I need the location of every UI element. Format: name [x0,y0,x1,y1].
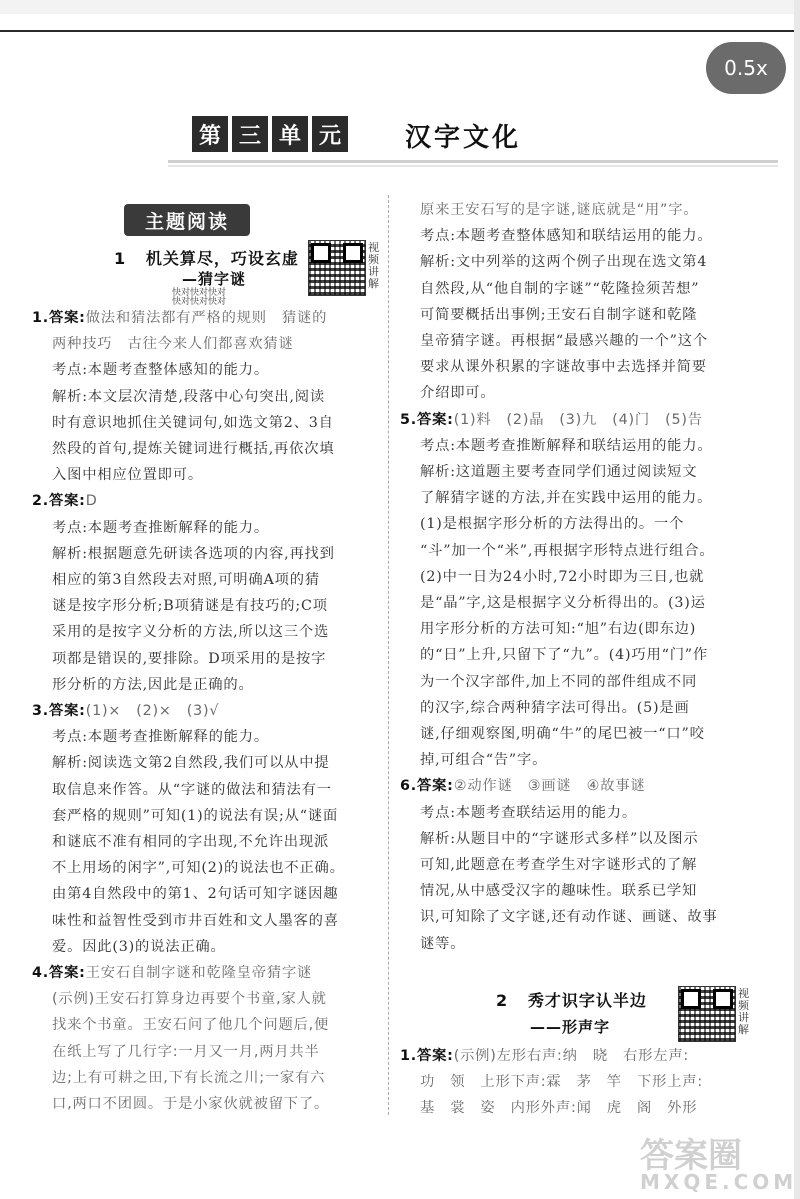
text-line [420,1098,697,1118]
text-line [420,1072,703,1092]
lesson1-title [114,246,299,269]
explanation-text: 不上用场的闲字”,可知(2)的说法也不正确。 [52,860,345,877]
header-divider-2 [168,165,778,167]
text-line [52,884,338,904]
explanation-text: 谜等。 [420,935,466,952]
watermark-logo: 答案圈 [640,1136,742,1176]
answer-label: 答案: [48,703,86,719]
header-divider [168,160,778,163]
explanation-text: 然段的首句,提炼关键词进行概括,再依次填 [52,441,335,457]
top-rule [0,30,800,32]
question-number: 1. [32,310,49,326]
question-number: 4. [32,965,49,981]
text-line [52,387,325,407]
explanation-text: (2)中一日为24小时,72小时即为三日,也就 [420,568,705,585]
explanation-text: 解析:这道题主要考查同学们通过阅读短文 [420,464,698,480]
explanation-text: 考点:本题考查整体感知和联结运用的能力。 [420,228,713,245]
answer-text: 口,两口不团圆。于是小家伙就被留下了。 [52,1096,330,1112]
text-line [52,518,269,538]
watermark-url: MXQE.COM [640,1170,798,1194]
explanation-text: 的“日”上升,只留下了“九”。(4)巧用“门”作 [420,647,709,664]
unit-badge-char: 第 [192,116,228,152]
explanation-text: 时有意识地抓住关键词句,如选文第2、3自 [52,414,334,431]
question-answer-line [32,701,219,721]
answer-text: (1)料 (2)晶 (3)九 (4)门 (5)告 [453,411,703,428]
text-line [52,649,326,669]
explanation-text: 考点:本题考查整体感知的能力。 [52,362,269,379]
explanation-text: 解析:根据题意先研读各选项的内容,再找到 [52,545,335,562]
unit-badge-char: 三 [232,116,268,152]
text-line [52,806,338,826]
answer-label: 答案: [416,1048,454,1064]
text-line [420,357,707,377]
lesson2-title [496,988,647,1011]
text-line [420,593,706,613]
text-line [420,750,547,770]
text-line [420,305,697,325]
explanation-text: 套严格的规则”可知(1)的说法有误;从“谜面 [52,807,339,824]
text-line [420,279,699,299]
explanation-text: 用字形分析的方法可知:“旭”右边(即东边) [420,621,697,638]
answer-label: 答案: [48,493,86,510]
text-line [420,855,697,875]
unit-title: 汉字文化 [405,123,522,153]
text-line [52,675,254,695]
explanation-text: 考点:本题考查推断解释和联结运用的能力。 [420,437,713,454]
text-line [420,488,712,508]
text-line [52,780,332,800]
explanation-text: 和谜底不准有相同的字出现,不允许出现派 [52,834,330,850]
text-line [52,1042,320,1062]
lesson2-title-text: 秀才识字认半边 [527,991,647,1010]
text-line [52,1094,329,1114]
text-line [52,989,327,1009]
answer-text: 找来个书童。王安石问了他几个问题后,便 [52,1017,330,1034]
text-line [420,226,712,246]
answer-label: 答案: [48,310,86,326]
answer-text: 边;上有可耕之田,下有长流之川;一家有六 [52,1069,326,1086]
explanation-text: (1)是根据字形分析的方法得出的。一个 [420,516,685,533]
question-answer-line [32,308,327,328]
explanation-text: 入图中相应位置即可。 [52,467,203,484]
explanation-text: 了解猜字谜的方法,并在实践中运用的能力。 [420,490,713,507]
explanation-text: 的汉字,综合两种猜字法可得出。(5)是画 [420,699,690,716]
answer-label: 答案: [48,965,86,981]
answer-text: 原来王安石写的是字谜,谜底就是“用”字。 [420,202,699,218]
unit-badge-char: 单 [272,116,308,152]
text-line [420,436,712,456]
explanation-text: 可知,此题意在考查学生对字谜形式的了解 [420,857,698,873]
explanation-text: 谜,仔细观察图,明确“牛”的尾巴被一“口”咬 [420,726,705,742]
lesson1-tagline-2: 快对快对快对 [172,297,227,307]
explanation-text: 由第4自然段中的第1、2句话可知字谜因趣 [52,886,339,903]
text-line [420,698,690,718]
explanation-text: 谜是按字形分析;B项猜谜是有技巧的;C项 [52,598,328,615]
answer-text: (示例)左形右声:纳 晓 右形左声: [453,1048,690,1064]
text-line [420,331,708,351]
lesson2-qr-label: 视频讲解 [738,987,749,1036]
text-line [420,645,708,665]
answer-text: 功 领 上形下声:霖 茅 竿 下形上声: [420,1074,703,1091]
explanation-text: 解析:从题目中的“字谜形式多样”以及图示 [420,830,699,847]
answer-text: ②动作谜 ③画谜 ④故事谜 [453,778,646,795]
text-line [52,911,339,931]
explanation-text: 掉,可组合“告”字。 [420,752,548,769]
answer-text: D [85,493,98,510]
text-line [420,881,697,901]
unit-badge-char: 元 [312,116,348,152]
explanation-text: 解析:阅读选文第2自然段,我们可以从中提 [52,755,330,772]
text-line [52,439,334,459]
text-line [52,570,320,590]
lesson2-subtitle: ——形声字 [530,1018,611,1036]
text-line [52,937,226,957]
text-line [420,724,705,744]
text-line [420,829,698,849]
explanation-text: 形分析的方法,因此是正确的。 [52,676,254,693]
explanation-text: 皇帝猜字谜。再根据“最感兴趣的一个”这个 [420,333,708,349]
explanation-text: “斗”加一个“米”,再根据字形特点进行组合。 [420,542,715,559]
text-line [52,1015,329,1035]
text-line [420,541,714,561]
explanation-text: 识,可知除了文字谜,还有动作谜、画谜、故事 [420,909,718,926]
text-line [420,252,707,272]
text-line [420,462,697,482]
explanation-text: 味性和益智性受到市井百姓和文人墨客的喜 [52,912,339,929]
text-line [420,803,637,823]
text-line [52,832,329,852]
lesson1-qr-code[interactable] [308,240,366,296]
lesson1-subtitle: —猜字谜 [182,270,247,288]
explanation-text: 解析:文中列举的这两个例子出现在选文第4 [420,254,708,271]
question-answer-line [400,1046,689,1066]
section-tag-theme-reading: 主题阅读 [124,204,250,236]
text-line [52,596,328,616]
explanation-text: 介绍即可。 [420,385,496,402]
explanation-text: 爱。因此(3)的说法正确。 [52,938,226,955]
answer-label: 答案: [416,411,454,428]
lesson1-tagline: 快对快对快对 [172,288,227,298]
explanation-text: 可简要概括出事例;王安石自制字谜和乾隆 [420,306,698,323]
question-number: 5. [400,411,417,428]
text-line [420,672,697,692]
text-line [52,858,345,878]
text-line [52,334,294,354]
lesson2-number: 2 [496,991,509,1010]
column-divider [388,195,389,1115]
question-number: 3. [32,703,49,719]
page-right-edge [794,0,800,1199]
explanation-text: 采用的是按字义分析的方法,所以这三个选 [52,624,330,641]
question-answer-line [32,963,312,983]
explanation-text: 考点:本题考查推断解释的能力。 [52,519,269,536]
zoom-level-badge[interactable]: 0.5x [706,42,786,94]
explanation-text: 要求从课外积累的字谜故事中去选择并简要 [420,359,707,376]
answer-text: 基 裳 姿 内形外声:闻 虎 阁 外形 [420,1100,698,1117]
text-line [420,567,704,587]
text-line [420,200,698,220]
answer-text: 做法和猜法都有严格的规则 猜谜的 [85,310,328,326]
explanation-text: 相应的第3自然段去对照,可明确A项的猜 [52,572,320,588]
question-answer-line [400,410,703,430]
text-line [52,727,269,747]
text-line [52,413,334,433]
text-line [52,360,269,380]
question-number: 2. [32,493,49,510]
question-number: 1. [400,1048,417,1064]
question-answer-line [32,491,98,511]
answer-label: 答案: [416,778,454,795]
text-line [420,619,696,639]
text-line [420,907,718,927]
text-line [52,544,335,564]
answer-text: 两种技巧 古往今来人们都喜欢猜谜 [52,336,294,353]
lesson2-qr-code[interactable] [678,986,736,1042]
explanation-text: 情况,从中感受汉字的趣味性。联系已学知 [420,883,698,900]
explanation-text: 解析:本文层次清楚,段落中心句突出,阅读 [52,388,325,405]
answer-text: 王安石自制字谜和乾隆皇帝猜字谜 [85,965,313,981]
question-number: 6. [400,778,417,795]
lesson1-number: 1 [114,249,127,268]
text-line [420,383,495,403]
answer-text: (示例)王安石打算身边再要个书童,家人就 [52,991,327,1008]
explanation-text: 考点:本题考查联结运用的能力。 [420,804,637,821]
text-line [420,934,465,954]
lesson1-title-text: 机关算尽，巧设玄虚 [145,249,299,268]
explanation-text: 为一个汉字部件,加上不同的部件组成不同 [420,673,698,690]
explanation-text: 自然段,从“他自制的字谜”“乾隆捡须苦想” [420,280,700,297]
answer-text: 在纸上写了几行字:一月又一月,两月共半 [52,1043,320,1060]
question-answer-line [400,776,646,796]
text-line [52,1068,325,1088]
answer-text: (1)× (2)× (3)√ [85,703,220,719]
explanation-text: 是“晶”字,这是根据字义分析得出的。(3)运 [420,595,706,611]
text-line [52,753,330,773]
lesson1-qr-label: 视频讲解 [368,241,379,290]
text-line [52,465,203,485]
text-line [420,514,684,534]
explanation-text: 项都是错误的,要排除。D项采用的是按字 [52,650,327,667]
top-strip [0,0,800,14]
explanation-text: 考点:本题考查推断解释的能力。 [52,729,269,746]
unit-number-badges [192,116,348,152]
text-line [52,622,329,642]
explanation-text: 取信息来作答。从“字谜的做法和猜法有一 [52,781,332,798]
